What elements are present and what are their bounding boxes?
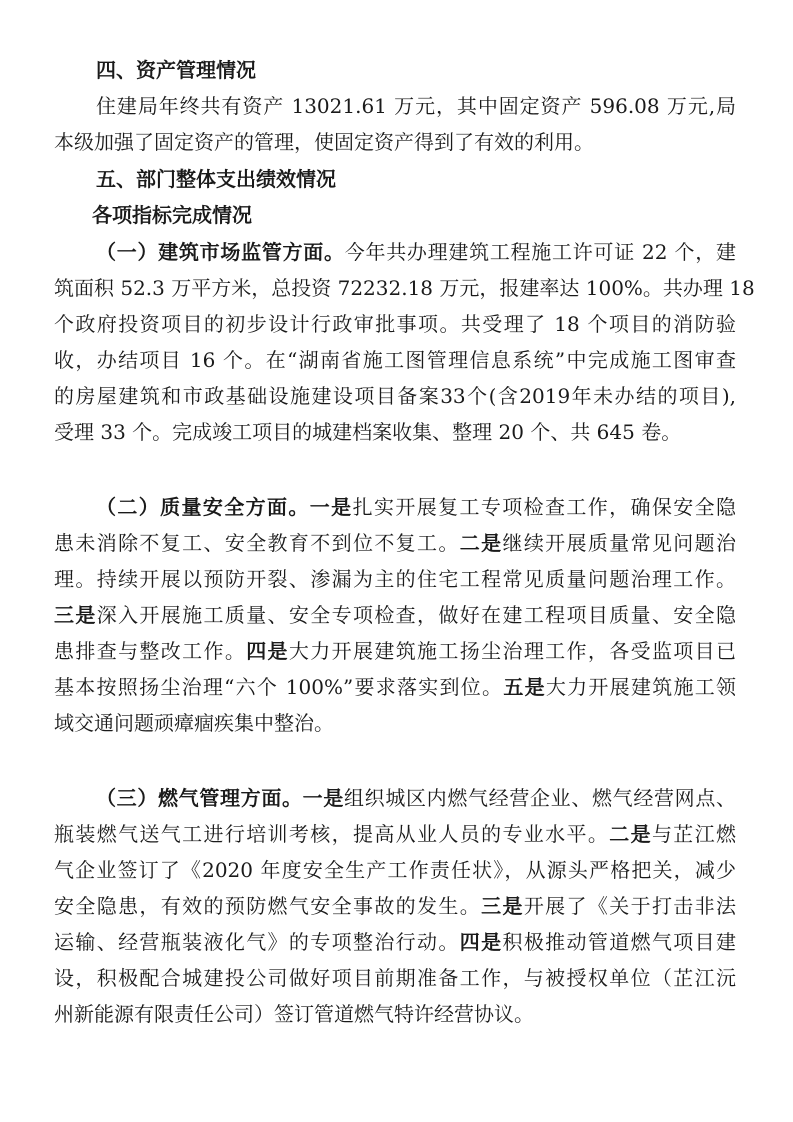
paragraph-line: 住建局年终共有资产 13021.61 万元，其中固定资产 596.08 万元,局 xyxy=(96,94,736,118)
item-title-construction-market: （一）建筑市场监管方面。 xyxy=(96,240,345,264)
paragraph-line: 域交通问题顽瘴痼疾集中整治。 xyxy=(54,711,334,735)
paragraph-line: 设，积极配合城建投公司做好项目前期准备工作，与被授权单位（芷江沅 xyxy=(54,966,736,990)
paragraph-line: （一）建筑市场监管方面。今年共办理建筑工程施工许可证 22 个，建 xyxy=(96,240,736,264)
paragraph-line: 患未消除不复工、安全教育不到位不复工。二是继续开展质量常见问题治 xyxy=(54,531,737,555)
paragraph-line: 个政府投资项目的初步设计行政审批事项。共受理了 18 个项目的消防验 xyxy=(54,312,736,336)
paragraph-line: 理。持续开展以预防开裂、渗漏为主的住宅工程常见质量问题治理工作。 xyxy=(54,567,736,591)
item-title-quality-safety: （二）质量安全方面。 xyxy=(96,495,310,519)
paragraph-line: 受理 33 个。完成竣工项目的城建档案收集、整理 20 个、共 645 卷。 xyxy=(54,420,682,444)
item-title-gas-management: （三）燃气管理方面。 xyxy=(96,786,303,810)
paragraph-line: 筑面积 52.3 万平方米，总投资 72232.18 万元，报建率达 100%。共办理 18 xyxy=(54,276,755,300)
paragraph-line: 运输、经营瓶装液化气》的专项整治行动。四是积极推动管道燃气项目建 xyxy=(54,930,737,954)
paragraph-line: 州新能源有限责任公司）签订管道燃气特许经营协议。 xyxy=(54,1002,534,1026)
paragraph-line: 收，办结项目 16 个。在“湖南省施工图管理信息系统”中完成施工图审查 xyxy=(54,348,736,372)
section-heading-performance: 五、部门整体支出绩效情况 xyxy=(96,167,336,191)
paragraph-line: （三）燃气管理方面。一是组织城区内燃气经营企业、燃气经营网点、 xyxy=(96,786,737,810)
paragraph-line: （二）质量安全方面。一是扎实开展复工专项检查工作，确保安全隐 xyxy=(96,495,737,519)
paragraph-line: 基本按照扬尘治理“六个 100%”要求落实到位。五是大力开展建筑施工领 xyxy=(54,675,737,699)
paragraph-line: 气企业签订了《2020 年度安全生产工作责任状》，从源头严格把关，减少 xyxy=(54,858,736,882)
paragraph-line: 的房屋建筑和市政基础设施建设项目备案33个(含2019年未办结的项目), xyxy=(54,384,736,408)
paragraph-line: 本级加强了固定资产的管理，使固定资产得到了有效的利用。 xyxy=(54,130,594,154)
paragraph-line: 患排查与整改工作。四是大力开展建筑施工扬尘治理工作，各受监项目已 xyxy=(54,639,737,663)
paragraph-line: 安全隐患，有效的预防燃气安全事故的发生。三是开展了《关于打击非法 xyxy=(54,894,737,918)
paragraph-line: 三是深入开展施工质量、安全专项检查，做好在建工程项目质量、安全隐 xyxy=(54,603,737,627)
section-subheading-indicators: 各项指标完成情况 xyxy=(92,203,252,227)
paragraph-line: 瓶装燃气送气工进行培训考核，提高从业人员的专业水平。二是与芷江燃 xyxy=(54,822,737,846)
section-heading-assets: 四、资产管理情况 xyxy=(96,58,256,82)
